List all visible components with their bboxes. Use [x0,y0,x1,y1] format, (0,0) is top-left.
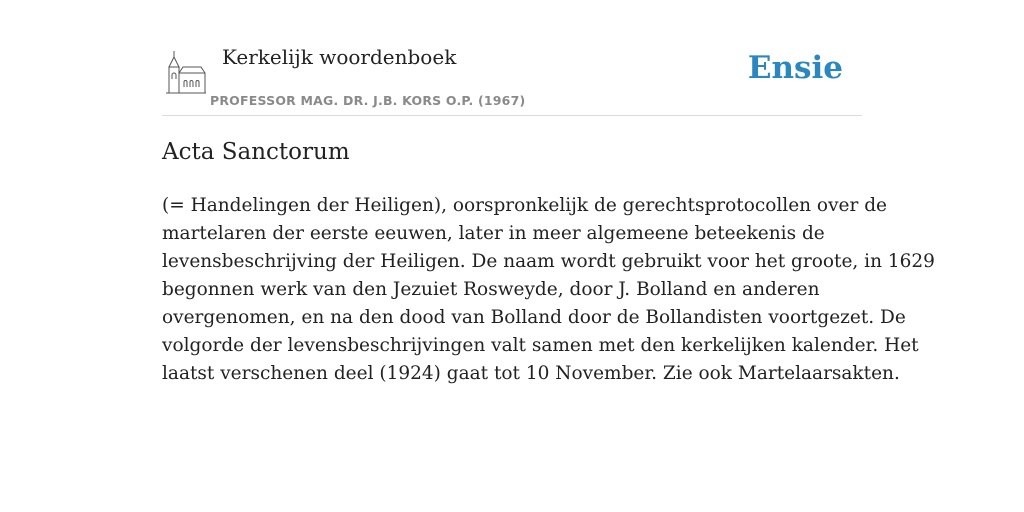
church-icon [165,49,207,95]
entry-text-line: martelaren der eerste eeuwen, later in meer algemeene beteekenis de [162,223,825,244]
ensie-logo-link[interactable]: Ensie [747,50,843,86]
author-line: PROFESSOR MAG. DR. J.B. KORS O.P. (1967) [210,93,526,108]
header [162,40,862,116]
entry-body [162,192,935,388]
entry-text-line: laatst verschenen deel (1924) gaat tot 10 November. Zie ook Martelaarsakten. [162,363,900,384]
entry-text-line: levensbeschrijving der Heiligen. De naam wordt gebruikt voor het groote, in 1629 [162,251,935,272]
book-title[interactable]: Kerkelijk woordenboek [222,45,457,69]
entry-text-line: volgorde der levensbeschrijvingen valt samen met den kerkelijken kalender. Het [162,335,919,356]
entry-title: Acta Sanctorum [162,139,350,165]
entry-text-line: (= Handelingen der Heiligen), oorspronkelijk de gerechtsprotocollen over de [162,195,887,216]
entry-text-line: overgenomen, en na den dood van Bolland door de Bollandisten voortgezet. De [162,307,906,328]
entry-text-line: begonnen werk van den Jezuiet Rosweyde, door J. Bolland en anderen [162,279,820,300]
